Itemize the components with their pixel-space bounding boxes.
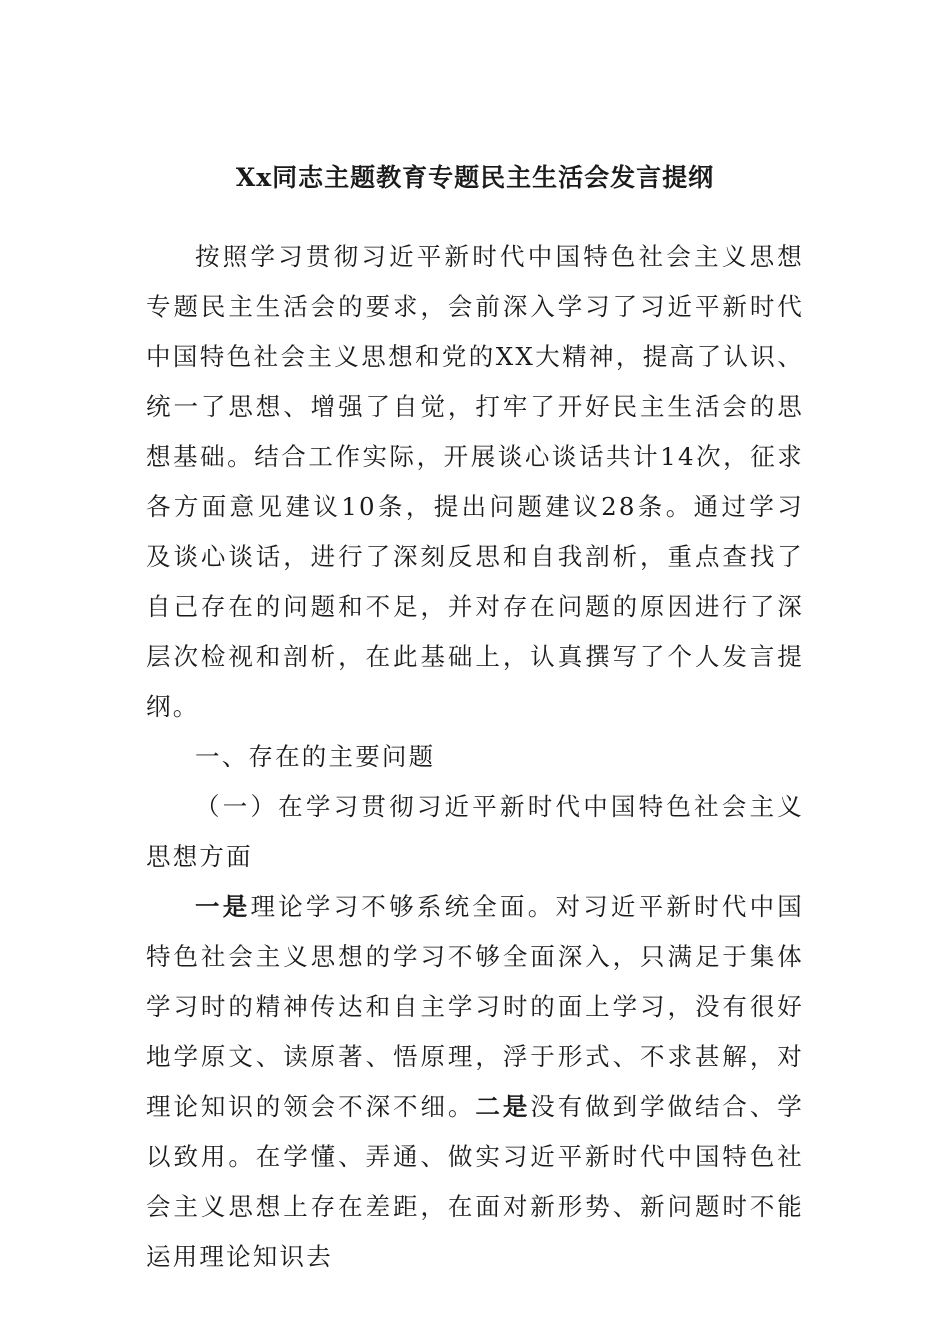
point2-label: 二是 [475,1092,531,1121]
subsection-heading: （一）在学习贯彻习近平新时代中国特色社会主义思想方面 [146,792,804,871]
point1-label: 一是 [195,892,251,921]
document-title: Xx同志主题教育专题民主生活会发言提纲 [235,163,715,192]
point1-text: 理论学习不够系统全面。对习近平新时代中国特色社会主义思想的学习不够全面深入，只满足于集体学习时的精神传达和自主学习时的面上学习，没有很好地学原文、读原著、悟原理，浮于形式、不求甚解，对理论知识的领会不深不细。 [146,892,805,1121]
point2-text: 没有做到学做结合、学以致用。在学懂、弄通、做实习近平新时代中国特色社会主义思想上存在差距，在面对新形势、新问题时不能运用理论知识去 [146,1092,805,1271]
document-body [146,232,804,1282]
intro-paragraph: 按照学习贯彻习近平新时代中国特色社会主义思想专题民主生活会的要求，会前深入学习了习近平新时代中国特色社会主义思想和党的XX大精神，提高了认识、统一了思想、增强了自觉，打牢了开好民主生活会的思想基础。结合工作实际，开展谈心谈话共计14次，征求各方面意见建议10条，提出问题建议28条。通过学习及谈心谈话，进行了深刻反思和自我剖析，重点查找了自己存在的问题和不足，并对存在问题的原因进行了深层次检视和剖析，在此基础上，认真撰写了个人发言提纲。 [146,242,804,721]
points-paragraph [146,882,804,1282]
section-heading: 一、存在的主要问题 [195,742,436,771]
